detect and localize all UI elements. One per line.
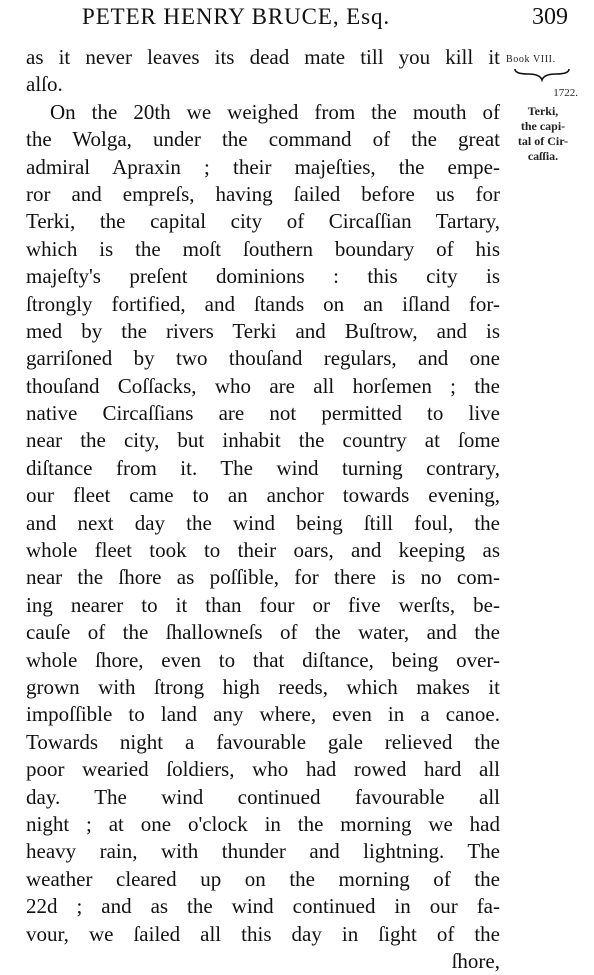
text-line: thouſand Coſſacks, who are all horſemen ; the [26,373,500,398]
margin-note-line: the capi- [520,119,566,133]
text-line: diſtance from it. The wind turning contrary, [26,455,500,480]
page-number: 309 [532,4,568,30]
text-line: and next day the wind being ſtill foul, the [26,510,500,535]
text-line: impoſſible to land any where, even in a canoe. [26,702,500,727]
text-line: native Circaſſians are not permitted to live [26,401,500,426]
text-line: near the ſhore as poſſible, for there is no com- [26,565,500,590]
running-head: PETER HENRY BRUCE, Esq. [82,4,391,29]
text-line: night ; at one o'clock in the morning we had [26,811,500,836]
text-line: which is the moſt ſouthern boundary of his [26,236,500,261]
text-line: whole fleet took to their oars, and keeping as [26,538,500,563]
curly-brace-ornament [514,67,570,81]
text-line: Towards night a favourable gale relieved the [26,729,500,754]
text-line: garriſoned by two thouſand regulars, and one [26,346,500,371]
body-text [26,44,500,975]
text-line: our fleet came to an anchor towards evening, [26,483,500,508]
paragraph-start-line: On the 20th we weighed from the mouth of [50,99,500,124]
text-line: weather cleared up on the morning of the [26,866,500,891]
text-line: ing nearer to it than four or five werſts, be- [26,592,500,617]
text-line: med by the rivers Terki and Buſtrow, and is [26,318,500,343]
text-line: grown with ſtrong high reeds, which makes it [26,674,500,699]
text-line: majeſty's preſent dominions : this city is [26,264,500,289]
text-line: admiral Apraxin ; their majeſties, the empe- [26,154,500,179]
margin-sidenote [506,104,580,164]
margin-note-line: caſſia. [527,149,559,163]
text-line: cauſe of the ſhallowneſs of the water, and the [26,620,500,645]
text-line: ror and empreſs, having ſailed before us for [26,181,500,206]
text-line: Terki, the capital city of Circaſſian Tartary, [26,209,500,234]
text-line: near the city, but inhabit the country at ſome [26,428,500,453]
page-header [0,0,594,40]
margin-notes [506,54,580,164]
margin-book-label: Book VIII. [506,54,556,65]
text-line: as it never leaves its dead mate till you kill it [26,45,500,69]
text-line: 22d ; and as the wind continued in our fa- [26,894,500,919]
text-line: vour, we ſailed all this day in ſight of the [26,921,500,946]
text-line: whole ſhore, even to that diſtance, being over- [26,647,500,672]
margin-note-line: Terki, [527,104,559,118]
text-line: heavy rain, with thunder and lightning. The [26,839,500,864]
catchword: ſhore, [451,948,500,973]
text-line: ſtrongly fortified, and ſtands on an iſland for- [26,291,500,316]
margin-note-line: tal of Cir- [517,134,569,148]
text-line: alſo. [26,72,63,97]
margin-year: 1722. [553,87,578,99]
text-line: day. The wind continued favourable all [26,784,500,809]
text-line: the Wolga, under the command of the great [26,127,500,152]
text-line: poor wearied ſoldiers, who had rowed hard all [26,757,500,782]
